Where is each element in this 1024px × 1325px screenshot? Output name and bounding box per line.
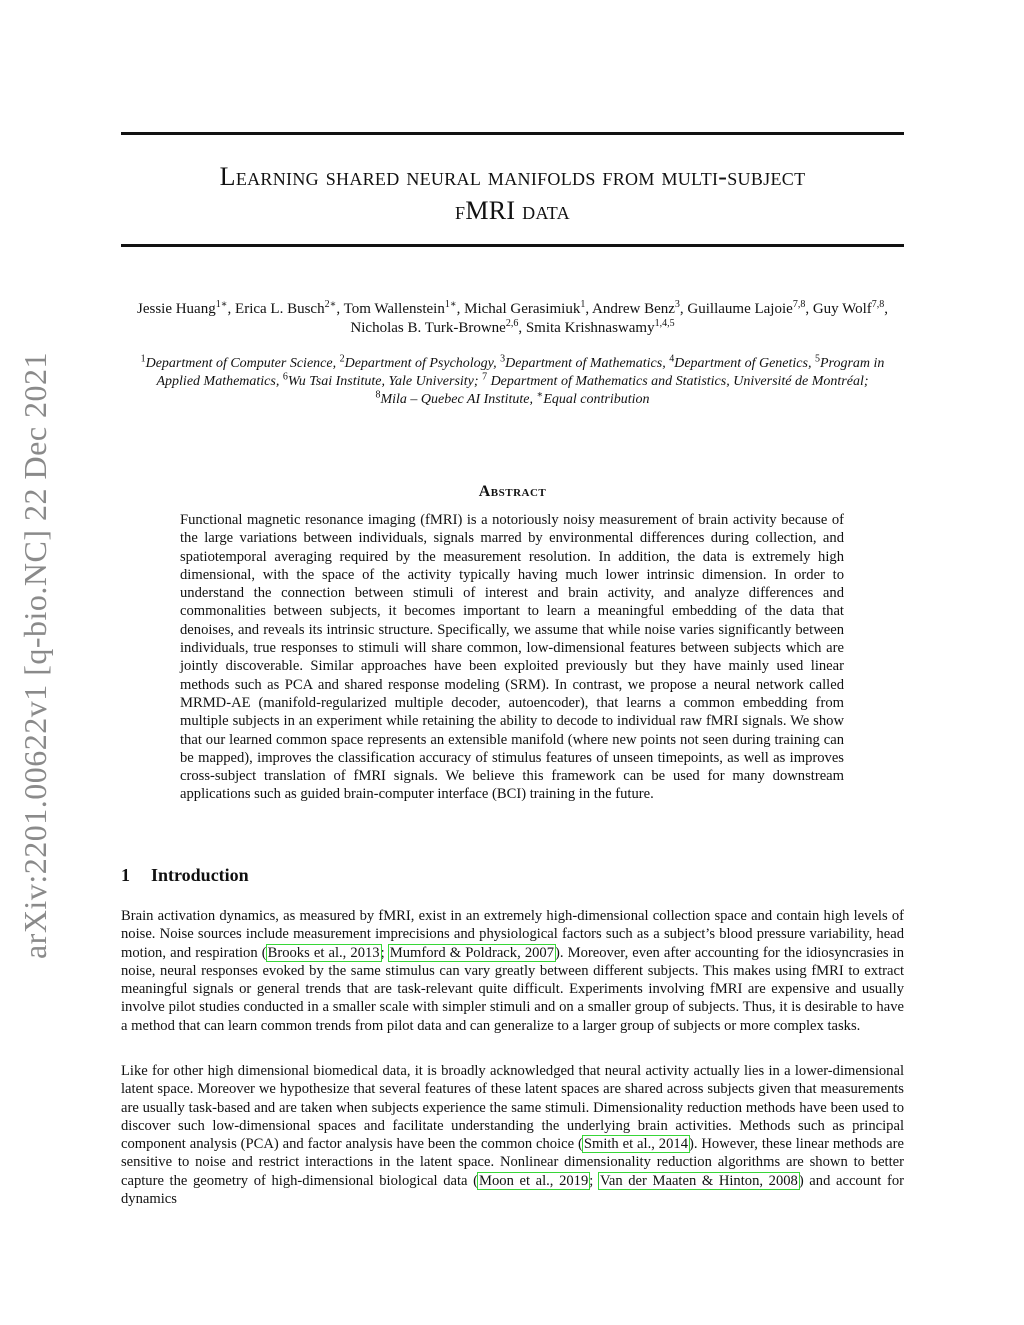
affiliation-line [121,391,904,409]
affiliation-text: Equal contribution [543,392,650,407]
paragraph-text: Brain activation dynamics, as measured by fMRI, exist in an extremely high-dimensional collection space and contain high levels of noise. Noise sources include measurement imprecisions and physiological factors such as a subject’s blood pressure variability, head motion, and respiration ( [121,908,904,961]
citation-year: 2019 [559,1172,589,1189]
affiliation-text: Department of Psychology, [344,356,501,371]
paper-title [121,160,904,228]
affiliation-list [121,355,904,409]
citation-year: 2007 [524,944,555,961]
affiliation-marker: ∗ [536,389,544,401]
author-name: , Smita Krishnaswamy [518,320,655,336]
citation-author: Brooks et al., [267,944,347,961]
affiliation-text: Department of Mathematics, [505,356,670,371]
author-affiliation-marker: 1,4,5 [654,318,675,329]
author-affiliation-marker: 1∗ [215,299,228,310]
paragraph-text: ; [380,944,389,961]
author-name: , Tom Wallenstein [336,301,445,317]
paper-title-line1: Learning shared neural manifolds from multi-subject [219,162,806,191]
intro-paragraph-2 [121,1062,904,1208]
arxiv-identifier [6,335,66,975]
paragraph-text: ). Moreover, even after accounting for the idiosyncrasies in noise, neural responses evoked by the same stimulus can vary greatly between different subjects. This makes using fMRI to extract meaningful signals or general trends that are task-relevant quite difficult. Experiments involving fMRI are expensive and usually involve pilot studies conducted in a smaller scale with simpler stimuli and on a smaller group of subjects. Thus, it is desirable to have a method that can learn common trends from pilot data and can generalize to a larger group of subjects or more complex tasks. [121,944,904,1034]
author-name: , Nicholas B. Turk-Browne [350,301,888,336]
citation-year: 2013 [350,944,380,961]
citation-link-smith[interactable] [583,1136,689,1152]
author-affiliation-marker: 7,8 [792,299,806,310]
author-affiliation-marker: 3 [674,299,680,310]
section-number: 1 [121,865,130,885]
author-affiliation-marker: 7,8 [871,299,885,310]
affiliation-text: Program in Applied Mathematics, [156,356,885,389]
affiliation-marker: 1 [140,353,146,365]
author-affiliation-marker: 1∗ [444,299,457,310]
paper-title-line2: fMRI data [455,196,570,225]
affiliation-text: Department of Computer Science, [145,356,340,371]
author-affiliation-marker: 2,6 [505,318,519,329]
affiliation-marker: 6 [282,371,288,383]
citation-year: 2014 [658,1136,688,1153]
affiliation-marker: 7 [482,371,488,383]
affiliation-text: Department of Mathematics and Statistics, Université de Montréal; [487,374,869,389]
citation-author: Van der Maaten & Hinton, [599,1172,764,1189]
paragraph-text: ; [589,1172,599,1189]
citation-author: Moon et al., [479,1172,554,1189]
affiliation-text: Department of Genetics, [674,356,815,371]
abstract-text: Functional magnetic resonance imaging (fMRI) is a notoriously noisy measurement of brain activity because of the large variations between individuals, signals marred by environmental differences during collection, and spatiotemporal averaging required by the measurement resolution. In addition, the data is extremely high dimensional, with the space of the activity typically having much lower intrinsic dimension. In order to understand the connection between stimuli of interest and brain activity, and analyze differences and commonalities between subjects, it becomes important to learn a meaningful embedding of the data that denoises, and reveals its intrinsic structure. Specifically, we assume that while noise varies significantly between individuals, true responses to stimuli will share common, low-dimensional features between subjects which are jointly discoverable. Similar approaches have been exploited previously but they have mainly used linear methods such as PCA and shared response modeling (SRM). In contrast, we propose a neural network called MRMD-AE (manifold-regularized multiple decoder, autoencoder), that learns a common embedding from multiple subjects in an experiment while retaining the ability to decode to individual raw fMRI signals. We show that our learned common space represents an extensible manifold (where new points not seen during training can be mapped), improves the classification accuracy of stimulus features of unseen timepoints, as well as improves cross-subject translation of fMRI signals. We believe this framework can be used for many downstream applications such as guided brain-computer interface (BCI) training in the future. [180,512,844,803]
citation-link-mumford[interactable] [389,945,555,961]
abstract-heading: Abstract [478,483,547,500]
citation-link-brooks[interactable] [267,945,381,961]
author-name: , Michal Gerasimiuk [456,301,581,317]
affiliation-marker: 5 [814,353,820,365]
citation-link-vandermaaten[interactable] [599,1173,799,1189]
affiliation-marker: 3 [500,353,506,365]
citation-author: Smith et al., [583,1136,655,1153]
paragraph-text: ). However, these linear methods are sensitive to noise and restrict interactions in the latent space. Nonlinear dimensionality reduction algorithms are shown to better capture the geometry of high-dimensional biological data ( [121,1136,904,1189]
title-bottom-rule [121,244,904,247]
author-name: , Guillaume Lajoie [679,301,793,317]
citation-year: 2008 [768,1172,798,1189]
title-top-rule [121,132,904,135]
author-name: Jessie Huang [136,301,216,317]
affiliation-marker: 2 [339,353,345,365]
affiliation-text: Mila – Quebec AI Institute, [380,392,537,407]
arxiv-identifier-text: arXiv:2201.00622v1 [q-bio.NC] 22 Dec 2021 [17,351,54,959]
affiliation-text: Wu Tsai Institute, Yale University; [287,374,483,389]
author-name: , Erica L. Busch [227,301,325,317]
section-title: Introduction [151,865,249,885]
intro-paragraph-1 [121,907,904,1035]
affiliation-line [121,355,904,391]
section-heading-introduction [121,865,249,886]
author-name: , Guy Wolf [805,301,872,317]
affiliation-marker: 8 [375,389,381,401]
affiliation-marker: 4 [669,353,675,365]
citation-link-moon[interactable] [478,1173,589,1189]
author-list [121,300,904,338]
paragraph-text: Like for other high dimensional biomedical data, it is broadly acknowledged that neural activity actually lies in a lower-dimensional latent space. Moreover we hypothesize that several features of these latent spaces are shared across subjects given that measurements are usually task-based and are taken when subjects experience the same stimuli. Dimensionality reduction methods have been used to discover such low-dimensional spaces and facilitate understanding the underlying brain activities. Methods such as principal component analysis (PCA) and factor analysis have been the common choice ( [121,1063,904,1153]
paragraph-text: ) and account for dynamics [121,1172,904,1208]
citation-author: Mumford & Poldrack, [389,944,521,961]
author-affiliation-marker: 2∗ [324,299,337,310]
author-affiliation-marker: 1 [580,299,586,310]
author-name: , Andrew Benz [585,301,675,317]
